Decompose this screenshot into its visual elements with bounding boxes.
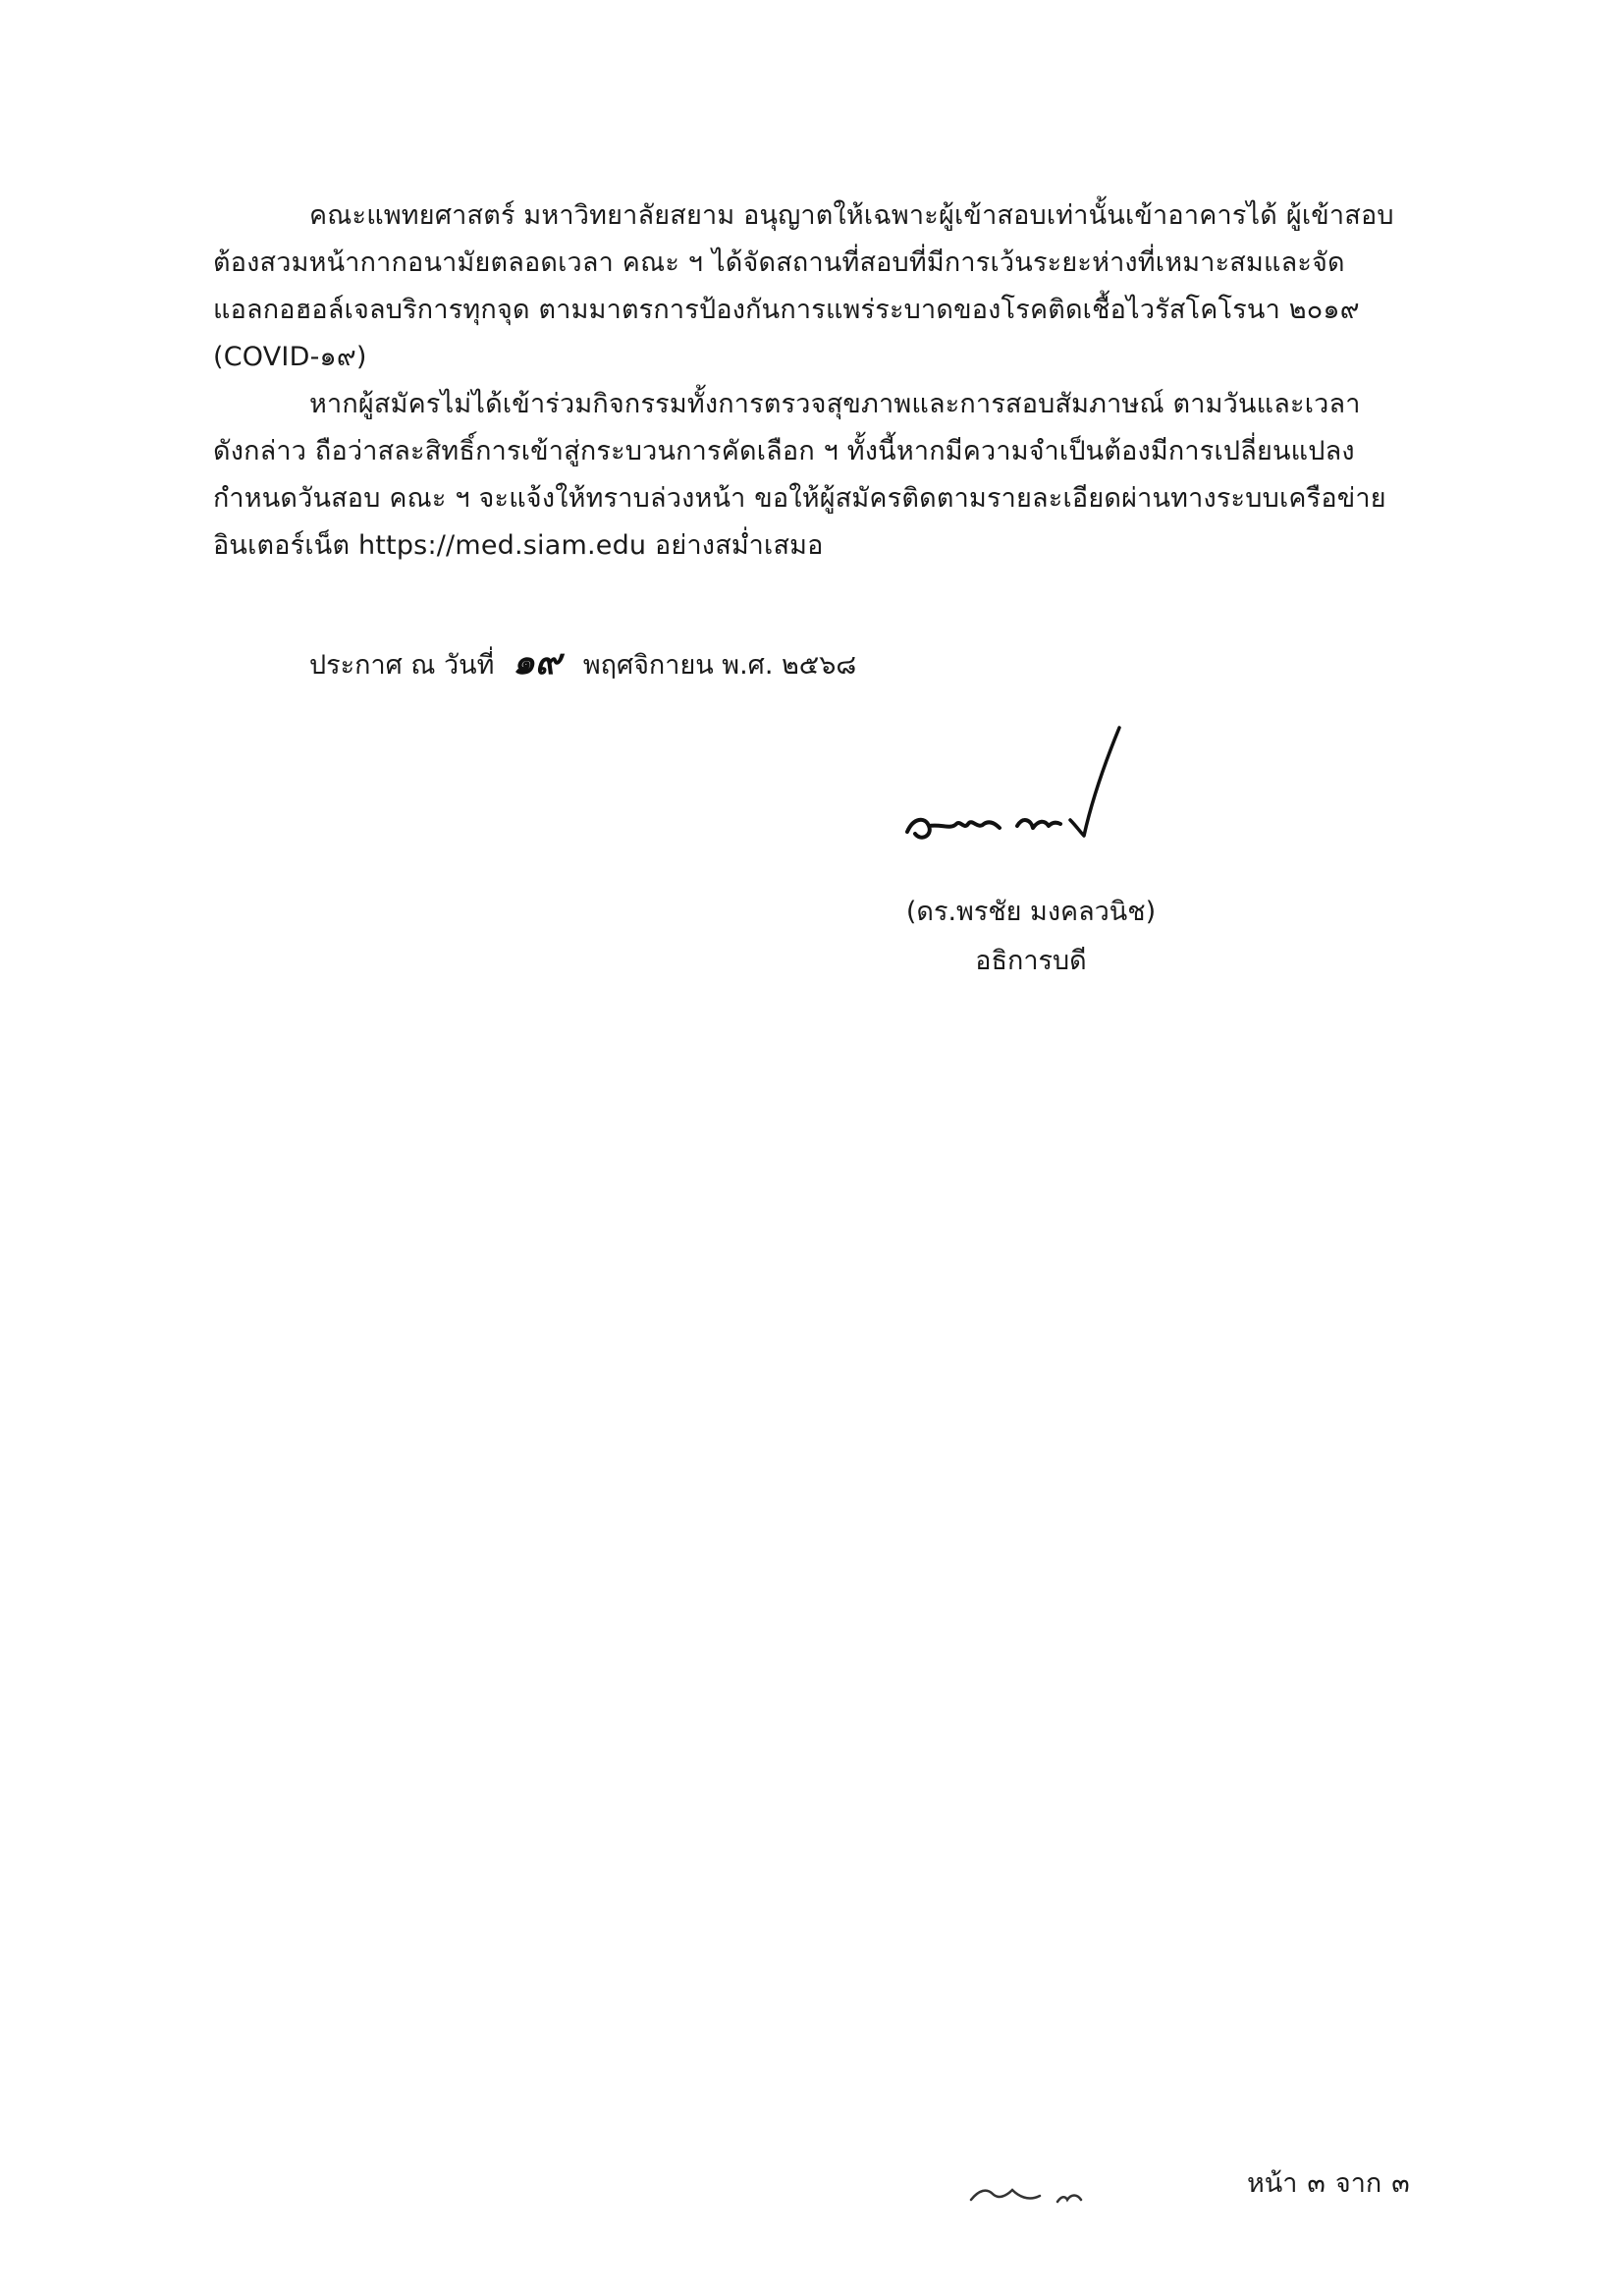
initials-mark bbox=[967, 2160, 1149, 2219]
paragraph-1-line-4: (COVID-๑๙) bbox=[213, 342, 367, 372]
paragraph-2-line-2: ดังกล่าว ถือว่าสละสิทธิ์การเข้าสู่กระบวนการคัดเลือก ฯ ทั้งนี้หากมีความจำเป็นต้องมีการเปลี่ยนแปลง bbox=[213, 436, 1355, 466]
signature-image bbox=[903, 722, 1139, 859]
signer-title: อธิการบดี bbox=[975, 946, 1087, 976]
paragraph-2-line-3: กำหนดวันสอบ คณะ ฯ จะแจ้งให้ทราบล่วงหน้า ขอให้ผู้สมัครติดตามรายละเอียดผ่านทางระบบเครือข่าย bbox=[213, 483, 1386, 514]
paragraph-1-line-3: แอลกอฮอล์เจลบริการทุกจุด ตามมาตรการป้องกันการแพร่ระบาดของโรคติดเชื้อไวรัสโคโรนา ๒๐๑๙ bbox=[213, 295, 1360, 325]
paragraph-2-line-4: อินเตอร์เน็ต https://med.siam.edu อย่างสม่ำเสมอ bbox=[213, 530, 824, 561]
announcement-prefix: ประกาศ ณ วันที่ bbox=[309, 650, 495, 681]
page-of-label: จาก bbox=[1334, 2168, 1382, 2199]
page-total: ๓ bbox=[1391, 2168, 1410, 2199]
handwritten-day: ๑๙ bbox=[513, 641, 562, 683]
document-body bbox=[213, 192, 1421, 570]
announcement-month-year: พฤศจิกายน พ.ศ. ๒๕๖๘ bbox=[582, 650, 857, 681]
page-label: หน้า bbox=[1247, 2168, 1298, 2199]
paragraph-1-line-1: คณะแพทยศาสตร์ มหาวิทยาลัยสยาม อนุญาตให้เฉพาะผู้เข้าสอบเท่านั้นเข้าอาคารได้ ผู้เข้าสอบ bbox=[309, 200, 1394, 231]
paragraph-1-line-2: ต้องสวมหน้ากากอนามัยตลอดเวลา คณะ ฯ ได้จัดสถานที่สอบที่มีการเว้นระยะห่างที่เหมาะสมและจัด bbox=[213, 247, 1345, 278]
page-number bbox=[1247, 2160, 1420, 2208]
signer-name: (ดร.พรชัย มงคลวนิช) bbox=[905, 897, 1157, 927]
announcement-date bbox=[309, 638, 856, 689]
page-current: ๓ bbox=[1307, 2168, 1326, 2199]
paragraph-2-line-1: หากผู้สมัครไม่ได้เข้าร่วมกิจกรรมทั้งการตรวจสุขภาพและการสอบสัมภาษณ์ ตามวันและเวลา bbox=[309, 389, 1361, 419]
